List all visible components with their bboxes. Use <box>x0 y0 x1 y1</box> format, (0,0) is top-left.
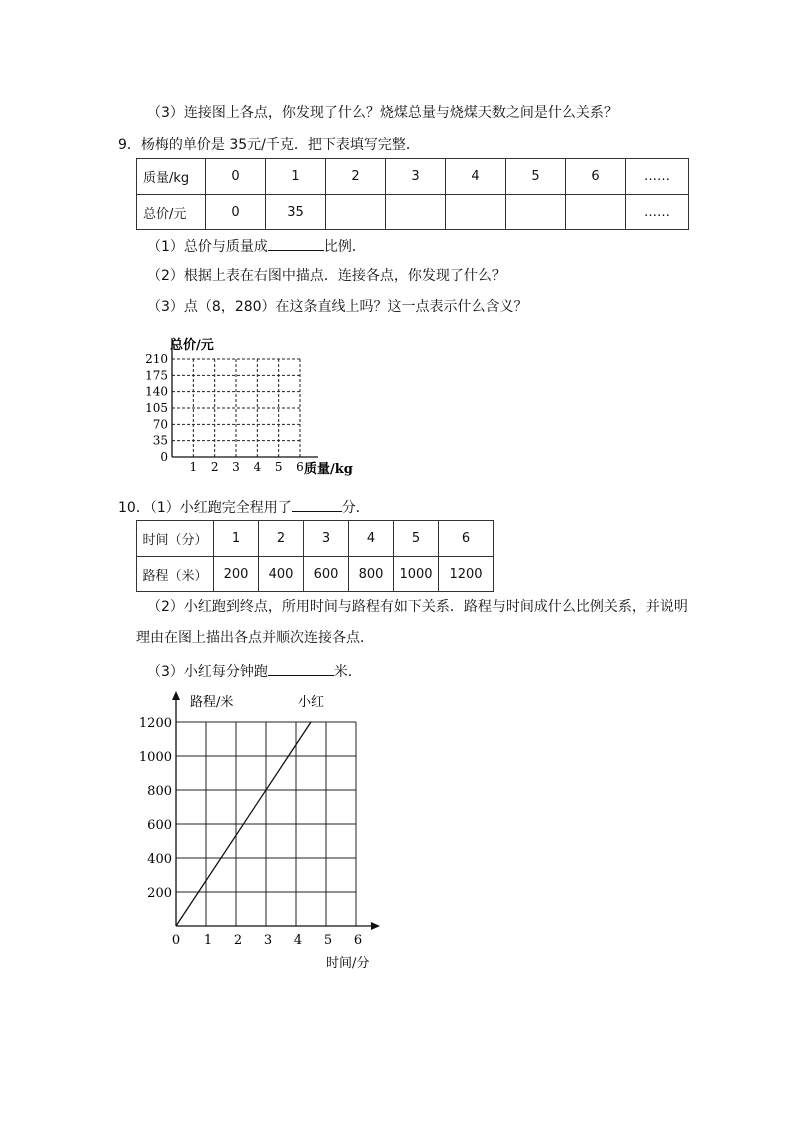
q9-table-row-price <box>137 195 689 230</box>
y-tick-label: 210 <box>145 352 168 366</box>
q9-chart-svg <box>135 330 353 480</box>
q10-cell: 4 <box>349 521 394 557</box>
q10-cell: 5 <box>394 521 439 557</box>
q9-part1 <box>147 236 366 256</box>
x-tick-label: 6 <box>353 933 363 948</box>
q10-part1-prefix: 10．（1）小红跑完全程用了 <box>118 500 292 516</box>
y-tick-label: 0 <box>160 450 168 464</box>
q8-part3: （3）连接图上各点，你发现了什么？烧煤总量与烧煤天数之间是什么关系？ <box>147 105 618 121</box>
y-tick-label: 175 <box>145 368 168 383</box>
q10-part3-prefix: （3）小红每分钟跑 <box>147 664 268 680</box>
q9-cell: 0 <box>206 159 266 195</box>
q9-cell: …… <box>626 159 689 195</box>
q10-part3-blank[interactable] <box>268 661 334 676</box>
q10-cell: 1200 <box>439 557 494 592</box>
x-tick-label: 5 <box>274 460 283 474</box>
q9-cell: …… <box>626 195 689 230</box>
q10-part1-suffix: 分． <box>341 500 370 516</box>
q9-part1-suffix: 比例． <box>323 239 366 255</box>
y-axis-label: 路程/米 <box>190 695 234 710</box>
y-tick-label: 400 <box>147 852 172 867</box>
q10-cell: 400 <box>259 557 304 592</box>
x-axis-label: 时间/分 <box>326 956 370 971</box>
x-axis-label: 质量/kg <box>304 462 353 477</box>
q10-row1-header: 时间（分） <box>137 521 214 557</box>
q10-cell: 200 <box>214 557 259 592</box>
y-axis-arrow <box>172 691 180 700</box>
q10-part1-blank[interactable] <box>292 497 342 512</box>
q9-cell-blank[interactable] <box>566 195 626 230</box>
q10-cell: 800 <box>349 557 394 592</box>
q10-part3 <box>147 661 362 681</box>
q9-part2: （2）根据上表在右图中描点．连接各点，你发现了什么？ <box>147 268 506 284</box>
q10-part1 <box>118 497 370 517</box>
q9-table-row-mass <box>137 159 689 195</box>
x-tick-label: 3 <box>232 460 240 474</box>
q9-cell: 4 <box>446 159 506 195</box>
x-tick-label: 6 <box>296 460 304 474</box>
q9-part3: （3）点（8，280）在这条直线上吗？这一点表示什么含义？ <box>147 299 528 315</box>
y-tick-label: 70 <box>152 417 168 432</box>
q9-row1-header: 质量/kg <box>137 159 206 195</box>
q10-cell: 600 <box>304 557 349 592</box>
q10-part2-line2: 理由在图上描出各点并顺次连接各点． <box>136 630 374 646</box>
y-tick-label: 800 <box>147 784 172 799</box>
q9-cell: 0 <box>206 195 266 230</box>
y-tick-label: 1200 <box>138 716 172 731</box>
y-axis-label: 总价/元 <box>170 338 214 353</box>
x-tick-label: 4 <box>293 933 303 948</box>
series-label: 小红 <box>298 695 325 710</box>
q10-cell: 6 <box>439 521 494 557</box>
x-tick-label: 5 <box>323 933 333 948</box>
q10-chart-svg <box>130 685 390 975</box>
q9-row2-header: 总价/元 <box>137 195 206 230</box>
x-tick-label: 2 <box>233 933 243 948</box>
q9-title: 9．杨梅的单价是 35元/千克．把下表填写完整． <box>118 137 420 153</box>
q9-part1-blank[interactable] <box>268 236 324 251</box>
origin-label: 0 <box>171 933 181 948</box>
y-tick-label: 200 <box>147 886 172 901</box>
q9-cell-blank[interactable] <box>506 195 566 230</box>
q10-part2-line1: （2）小红跑到终点，所用时间与路程有如下关系．路程与时间成什么比例关系，并说明 <box>147 599 688 615</box>
y-tick-label: 1000 <box>138 750 172 765</box>
q10-cell: 1000 <box>394 557 439 592</box>
q10-cell: 3 <box>304 521 349 557</box>
q10-table-row-distance <box>137 557 494 592</box>
y-tick-label: 600 <box>147 818 172 833</box>
q9-part1-prefix: （1）总价与质量成 <box>147 239 268 255</box>
x-axis-arrow <box>371 922 380 930</box>
q9-cell: 5 <box>506 159 566 195</box>
q9-cell: 35 <box>266 195 326 230</box>
q9-cell: 6 <box>566 159 626 195</box>
q10-table <box>136 520 494 592</box>
q9-cell-blank[interactable] <box>386 195 446 230</box>
q9-table <box>136 158 689 230</box>
q10-table-row-time <box>137 521 494 557</box>
q9-cell: 2 <box>326 159 386 195</box>
q10-chart <box>130 685 390 979</box>
q10-row2-header: 路程（米） <box>137 557 214 592</box>
y-tick-label: 35 <box>152 433 168 448</box>
y-tick-label: 140 <box>145 384 168 399</box>
x-tick-label: 3 <box>263 933 273 948</box>
y-tick-label: 105 <box>145 401 168 415</box>
x-tick-label: 1 <box>203 933 213 948</box>
x-tick-label: 4 <box>253 460 262 474</box>
q9-cell-blank[interactable] <box>326 195 386 230</box>
q10-part3-suffix: 米． <box>333 664 362 680</box>
q9-chart <box>135 330 353 484</box>
x-tick-label: 1 <box>189 460 198 474</box>
x-tick-label: 2 <box>210 460 219 474</box>
q10-cell: 2 <box>259 521 304 557</box>
q10-cell: 1 <box>214 521 259 557</box>
q9-cell: 1 <box>266 159 326 195</box>
q9-cell: 3 <box>386 159 446 195</box>
q9-cell-blank[interactable] <box>446 195 506 230</box>
